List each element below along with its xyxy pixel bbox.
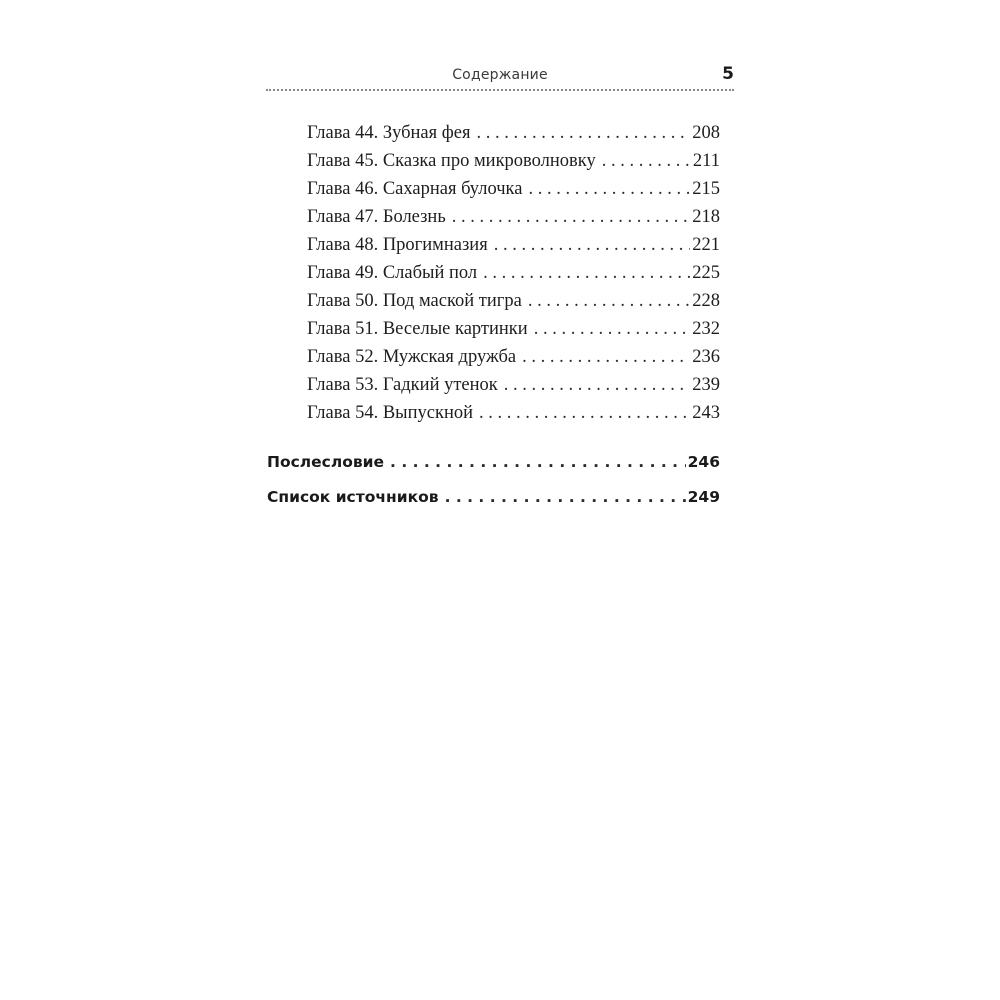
dot-leader <box>483 263 690 284</box>
toc-entry-chapter-50[interactable] <box>307 291 720 319</box>
toc-entry-page: 215 <box>692 179 720 199</box>
toc-entry-chapter-51[interactable] <box>307 319 720 347</box>
dot-leader <box>528 179 690 200</box>
toc-entry-references[interactable] <box>267 488 720 516</box>
toc-entry-page: 221 <box>692 235 720 255</box>
toc-entry-page: 246 <box>687 453 720 471</box>
toc-entry-chapter-52[interactable] <box>307 347 720 375</box>
toc-entry-page: 232 <box>692 319 720 339</box>
toc-entry-chapter-47[interactable] <box>307 207 720 235</box>
toc-entry-page: 239 <box>692 375 720 395</box>
toc-entry-title: Список источников <box>267 488 439 506</box>
dot-leader <box>479 403 690 424</box>
toc-entry-chapter-48[interactable] <box>307 235 720 263</box>
toc-entry-page: 236 <box>692 347 720 367</box>
toc-entry-chapter-53[interactable] <box>307 375 720 403</box>
toc-entry-page: 228 <box>692 291 720 311</box>
toc-entry-chapter-44[interactable] <box>307 123 720 151</box>
running-header-title: Содержание <box>452 67 548 83</box>
dot-leader <box>390 453 686 471</box>
toc-entry-page: 218 <box>692 207 720 227</box>
page-number: 5 <box>722 64 734 84</box>
toc-entry-chapter-45[interactable] <box>307 151 720 179</box>
dot-leader <box>476 123 690 144</box>
toc-entry-afterword[interactable] <box>267 453 720 481</box>
toc-entry-chapter-54[interactable] <box>307 403 720 431</box>
dot-leader <box>522 347 690 368</box>
toc-entry-title: Глава 46. Сахарная булочка <box>307 179 523 199</box>
toc-entry-page: 208 <box>692 123 720 143</box>
toc-entry-title: Глава 49. Слабый пол <box>307 263 478 283</box>
toc-entry-title: Глава 53. Гадкий утенок <box>307 375 498 395</box>
dot-leader <box>504 375 690 396</box>
dot-leader <box>452 207 690 228</box>
toc-entry-chapter-46[interactable] <box>307 179 720 207</box>
dot-leader <box>528 291 690 312</box>
toc-entry-title: Послесловие <box>267 453 385 471</box>
toc-entry-title: Глава 44. Зубная фея <box>307 123 471 143</box>
toc-entry-title: Глава 50. Под маской тигра <box>307 291 522 311</box>
toc-entry-title: Глава 52. Мужская дружба <box>307 347 517 367</box>
toc-entry-title: Глава 54. Выпускной <box>307 403 473 423</box>
toc-entry-page: 249 <box>687 488 720 506</box>
dot-leader <box>445 488 686 506</box>
toc-entry-page: 243 <box>692 403 720 423</box>
toc-entry-page: 225 <box>692 263 720 283</box>
toc-entry-title: Глава 47. Болезнь <box>307 207 446 227</box>
toc-entry-title: Глава 45. Сказка про микроволновку <box>307 151 596 171</box>
toc-entry-title: Глава 48. Прогимназия <box>307 235 488 255</box>
toc-entry-page: 211 <box>692 151 720 171</box>
dot-leader <box>534 319 691 340</box>
dot-leader <box>494 235 691 256</box>
toc-entry-title: Глава 51. Веселые картинки <box>307 319 528 339</box>
dot-leader <box>602 151 691 172</box>
toc-entry-chapter-49[interactable] <box>307 263 720 291</box>
